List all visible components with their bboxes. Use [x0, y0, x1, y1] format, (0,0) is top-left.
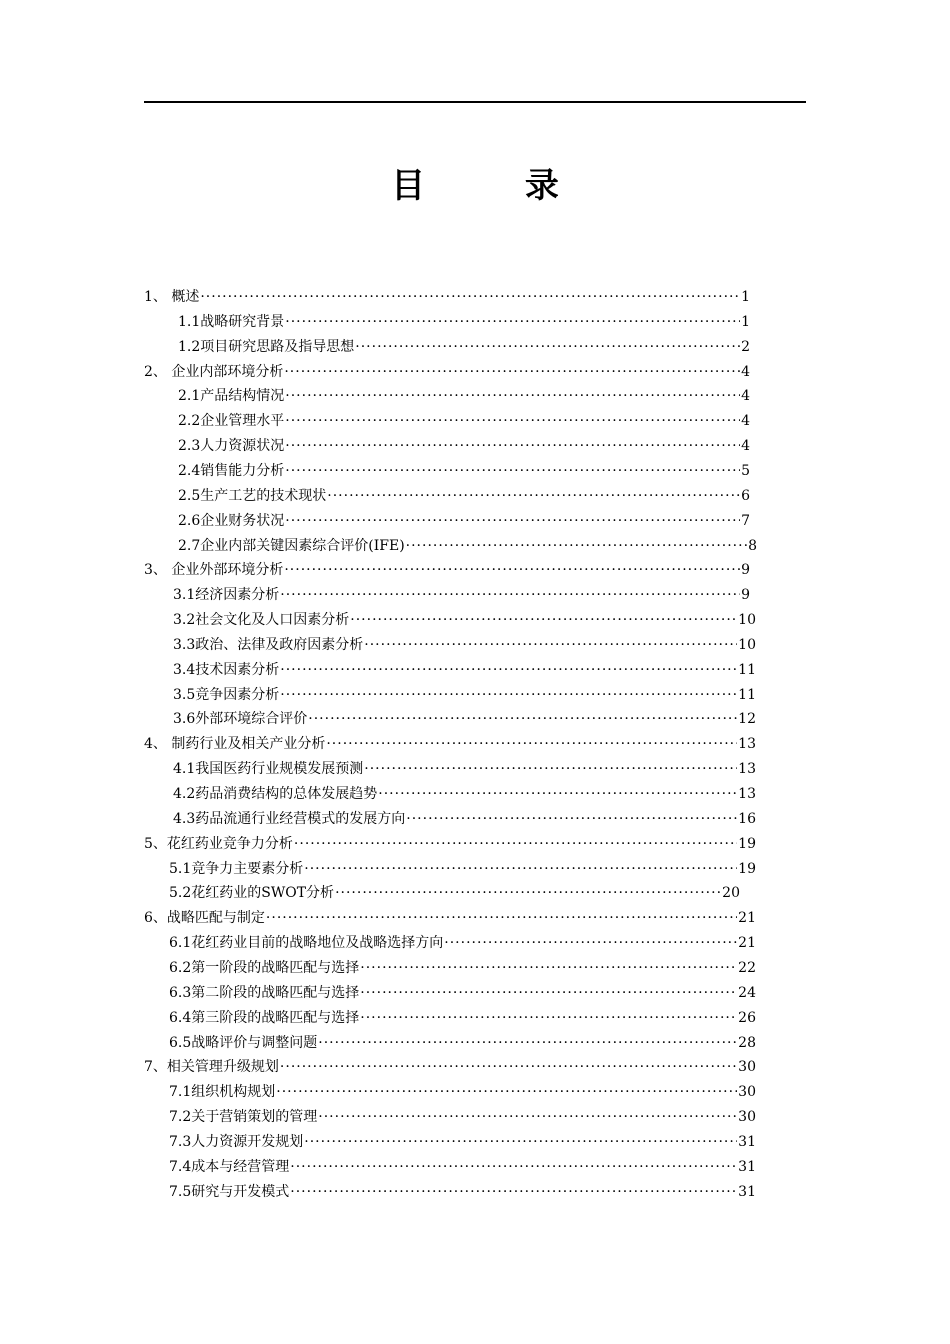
toc-entry[interactable] — [178, 412, 750, 430]
dot-leader — [285, 437, 740, 455]
toc-entry[interactable] — [173, 586, 750, 604]
toc-entry[interactable] — [169, 984, 756, 1002]
dot-leader — [290, 1158, 737, 1176]
toc-entry[interactable] — [178, 338, 750, 356]
toc-entry-label: 4.2药品消费结构的总体发展趋势 — [173, 786, 378, 802]
toc-entry-label: 4.3药品流通行业经营模式的发展方向 — [173, 810, 406, 827]
toc-entry-label: 2.6企业财务状况 — [178, 512, 285, 529]
toc-entry-label: 7、相关管理升级规划 — [144, 1059, 279, 1076]
toc-entry-page-number: 30 — [738, 1109, 756, 1126]
toc-entry[interactable] — [173, 785, 756, 803]
toc-entry-page-number: 9 — [741, 587, 750, 604]
dot-leader — [280, 1058, 737, 1076]
toc-entry[interactable] — [169, 1034, 756, 1052]
toc-entry-label: 4.1我国医药行业规模发展预测 — [173, 761, 364, 778]
dot-leader — [304, 1133, 737, 1151]
toc-entry[interactable] — [178, 537, 757, 555]
toc-entry[interactable] — [178, 387, 750, 405]
dot-leader — [326, 735, 737, 753]
toc-entry[interactable] — [144, 1058, 756, 1076]
toc-entry[interactable] — [169, 1133, 756, 1151]
toc-entry[interactable] — [173, 661, 756, 679]
dot-leader — [355, 338, 740, 356]
dot-leader — [285, 387, 740, 405]
dot-leader — [200, 288, 740, 306]
toc-entry-page-number: 20 — [722, 885, 740, 902]
toc-entry[interactable] — [144, 288, 750, 306]
toc-entry-page-number: 28 — [738, 1034, 756, 1051]
toc-entry-page-number: 1 — [741, 289, 750, 305]
toc-entry[interactable] — [169, 934, 756, 952]
toc-entry-label: 5.2花红药业的SWOT分析 — [169, 885, 335, 902]
toc-entry[interactable] — [144, 561, 750, 579]
toc-entry[interactable] — [173, 611, 756, 629]
dot-leader — [266, 909, 737, 927]
toc-entry[interactable] — [144, 363, 750, 381]
dot-leader — [276, 1083, 737, 1101]
toc-entry[interactable] — [169, 1158, 756, 1176]
toc-entry-page-number: 9 — [741, 562, 750, 579]
toc-entry-label: 1.1战略研究背景 — [178, 313, 285, 330]
toc-entry-page-number: 10 — [738, 612, 756, 629]
dot-leader — [360, 984, 737, 1002]
toc-entry-label: 6.2第一阶段的战略匹配与选择 — [169, 959, 360, 976]
toc-entry-label: 3.3政治、法律及政府因素分析 — [173, 636, 364, 653]
dot-leader — [294, 835, 737, 853]
dot-leader — [285, 512, 740, 530]
dot-leader — [285, 412, 740, 430]
dot-leader — [280, 686, 737, 704]
toc-entry-label: 7.3人力资源开发规划 — [169, 1133, 304, 1150]
toc-entry[interactable] — [178, 437, 750, 455]
dot-leader — [360, 1009, 737, 1027]
toc-entry[interactable] — [144, 735, 756, 753]
header-rule — [144, 101, 806, 103]
toc-entry-page-number: 31 — [738, 1133, 756, 1150]
toc-entry-label: 4、 制药行业及相关产业分析 — [144, 736, 326, 753]
toc-entry-label: 2.2企业管理水平 — [178, 413, 285, 430]
dot-leader — [364, 636, 737, 654]
toc-entry[interactable] — [169, 959, 756, 977]
toc-entry-label: 5.1竞争力主要素分析 — [169, 860, 304, 877]
toc-entry-label: 3.2社会文化及人口因素分析 — [173, 612, 350, 629]
toc-entry[interactable] — [144, 909, 756, 927]
toc-entry[interactable] — [169, 860, 756, 878]
toc-entry-page-number: 31 — [738, 1158, 756, 1175]
toc-entry[interactable] — [144, 835, 756, 853]
page-title: 目 录 — [391, 166, 603, 206]
toc-entry-label: 2.3人力资源状况 — [178, 438, 285, 455]
toc-entry-page-number: 2 — [741, 338, 750, 355]
toc-entry-label: 6、战略匹配与制定 — [144, 910, 265, 927]
toc-entry-page-number: 4 — [741, 363, 750, 380]
toc-entry-label: 3.4技术因素分析 — [173, 661, 280, 678]
toc-entry[interactable] — [178, 512, 750, 530]
toc-entry-label: 6.4第三阶段的战略匹配与选择 — [169, 1009, 360, 1026]
toc-entry-page-number: 4 — [741, 388, 750, 405]
toc-entry-page-number: 31 — [738, 1183, 756, 1200]
toc-entry[interactable] — [178, 313, 750, 331]
toc-entry-label: 3.1经济因素分析 — [173, 587, 280, 604]
toc-entry-label: 6.1花红药业目前的战略地位及战略选择方向 — [169, 935, 444, 952]
toc-entry-page-number: 21 — [738, 910, 756, 927]
toc-entry-page-number: 24 — [738, 984, 756, 1001]
toc-entry-page-number: 26 — [738, 1009, 756, 1026]
toc-entry[interactable] — [169, 1183, 756, 1201]
dot-leader — [364, 760, 737, 778]
toc-entry-page-number: 30 — [738, 1059, 756, 1076]
toc-entry-page-number: 4 — [741, 413, 750, 430]
toc-entry-page-number: 19 — [738, 835, 756, 852]
dot-leader — [318, 1034, 737, 1052]
toc-entry-page-number: 16 — [738, 810, 756, 827]
toc-entry-page-number: 6 — [741, 487, 750, 504]
toc-entry-label: 7.1组织机构规划 — [169, 1084, 276, 1101]
toc-entry-page-number: 22 — [738, 959, 756, 976]
toc-entry-label: 1、 概述 — [144, 289, 200, 305]
dot-leader — [290, 1183, 737, 1201]
toc-entry-label: 7.5研究与开发模式 — [169, 1183, 290, 1200]
toc-entry-label: 2.1产品结构情况 — [178, 388, 285, 405]
toc-entry-label: 6.5战略评价与调整问题 — [169, 1034, 318, 1051]
toc-entry-page-number: 30 — [738, 1084, 756, 1101]
dot-leader — [350, 611, 737, 629]
toc-entry-page-number: 10 — [738, 636, 756, 653]
toc-entry-page-number: 13 — [738, 786, 756, 802]
toc-entry-page-number: 13 — [738, 761, 756, 778]
toc-entry-page-number: 11 — [738, 686, 756, 703]
dot-leader — [280, 661, 737, 679]
dot-leader — [280, 586, 740, 604]
dot-leader — [327, 487, 740, 505]
toc-entry[interactable] — [169, 884, 740, 902]
dot-leader — [285, 462, 740, 480]
dot-leader — [406, 810, 737, 828]
toc-entry-page-number: 21 — [738, 935, 756, 952]
toc-entry[interactable] — [173, 810, 756, 828]
toc-entry[interactable] — [178, 487, 750, 505]
toc-entry-label: 3.5竞争因素分析 — [173, 686, 280, 703]
toc-entry-label: 2.4销售能力分析 — [178, 462, 285, 479]
toc-entry[interactable] — [169, 1108, 756, 1126]
toc-entry-label: 2、 企业内部环境分析 — [144, 363, 284, 380]
toc-entry[interactable] — [178, 462, 750, 480]
toc-entry-page-number: 4 — [741, 438, 750, 455]
toc-entry[interactable] — [169, 1009, 756, 1027]
dot-leader — [304, 860, 737, 878]
toc-entry-page-number: 8 — [748, 537, 757, 554]
toc-entry-page-number: 11 — [738, 661, 756, 678]
dot-leader — [285, 313, 740, 331]
dot-leader — [335, 884, 721, 902]
toc-entry-label: 2.7企业内部关键因素综合评价(IFE) — [178, 537, 405, 554]
toc-entry-label: 5、花红药业竞争力分析 — [144, 835, 293, 852]
dot-leader — [284, 363, 740, 381]
toc-entry-page-number: 7 — [741, 512, 750, 529]
toc-entry-page-number: 12 — [738, 711, 756, 728]
toc-entry-label: 7.4成本与经营管理 — [169, 1158, 290, 1175]
toc-entry[interactable] — [173, 686, 756, 704]
toc-entry-label: 1.2项目研究思路及指导思想 — [178, 338, 355, 355]
toc-entry[interactable] — [173, 760, 756, 778]
toc-entry-label: 3、 企业外部环境分析 — [144, 562, 284, 579]
dot-leader — [378, 785, 737, 803]
toc-entry-page-number: 5 — [741, 462, 750, 479]
toc-entry[interactable] — [173, 636, 756, 654]
dot-leader — [318, 1108, 737, 1126]
toc-entry-label: 6.3第二阶段的战略匹配与选择 — [169, 984, 360, 1001]
toc-entry-page-number: 1 — [741, 313, 750, 330]
toc-entry[interactable] — [173, 710, 756, 728]
dot-leader — [406, 537, 747, 555]
dot-leader — [444, 934, 737, 952]
toc-entry-page-number: 13 — [738, 736, 756, 753]
dot-leader — [308, 710, 737, 728]
dot-leader — [284, 561, 740, 579]
toc-entry-label: 7.2关于营销策划的管理 — [169, 1109, 318, 1126]
dot-leader — [360, 959, 737, 977]
toc-entry[interactable] — [169, 1083, 756, 1101]
toc-entry-page-number: 19 — [738, 860, 756, 877]
toc-entry-label: 2.5生产工艺的技术现状 — [178, 487, 327, 504]
toc-entry-label: 3.6外部环境综合评价 — [173, 711, 308, 728]
